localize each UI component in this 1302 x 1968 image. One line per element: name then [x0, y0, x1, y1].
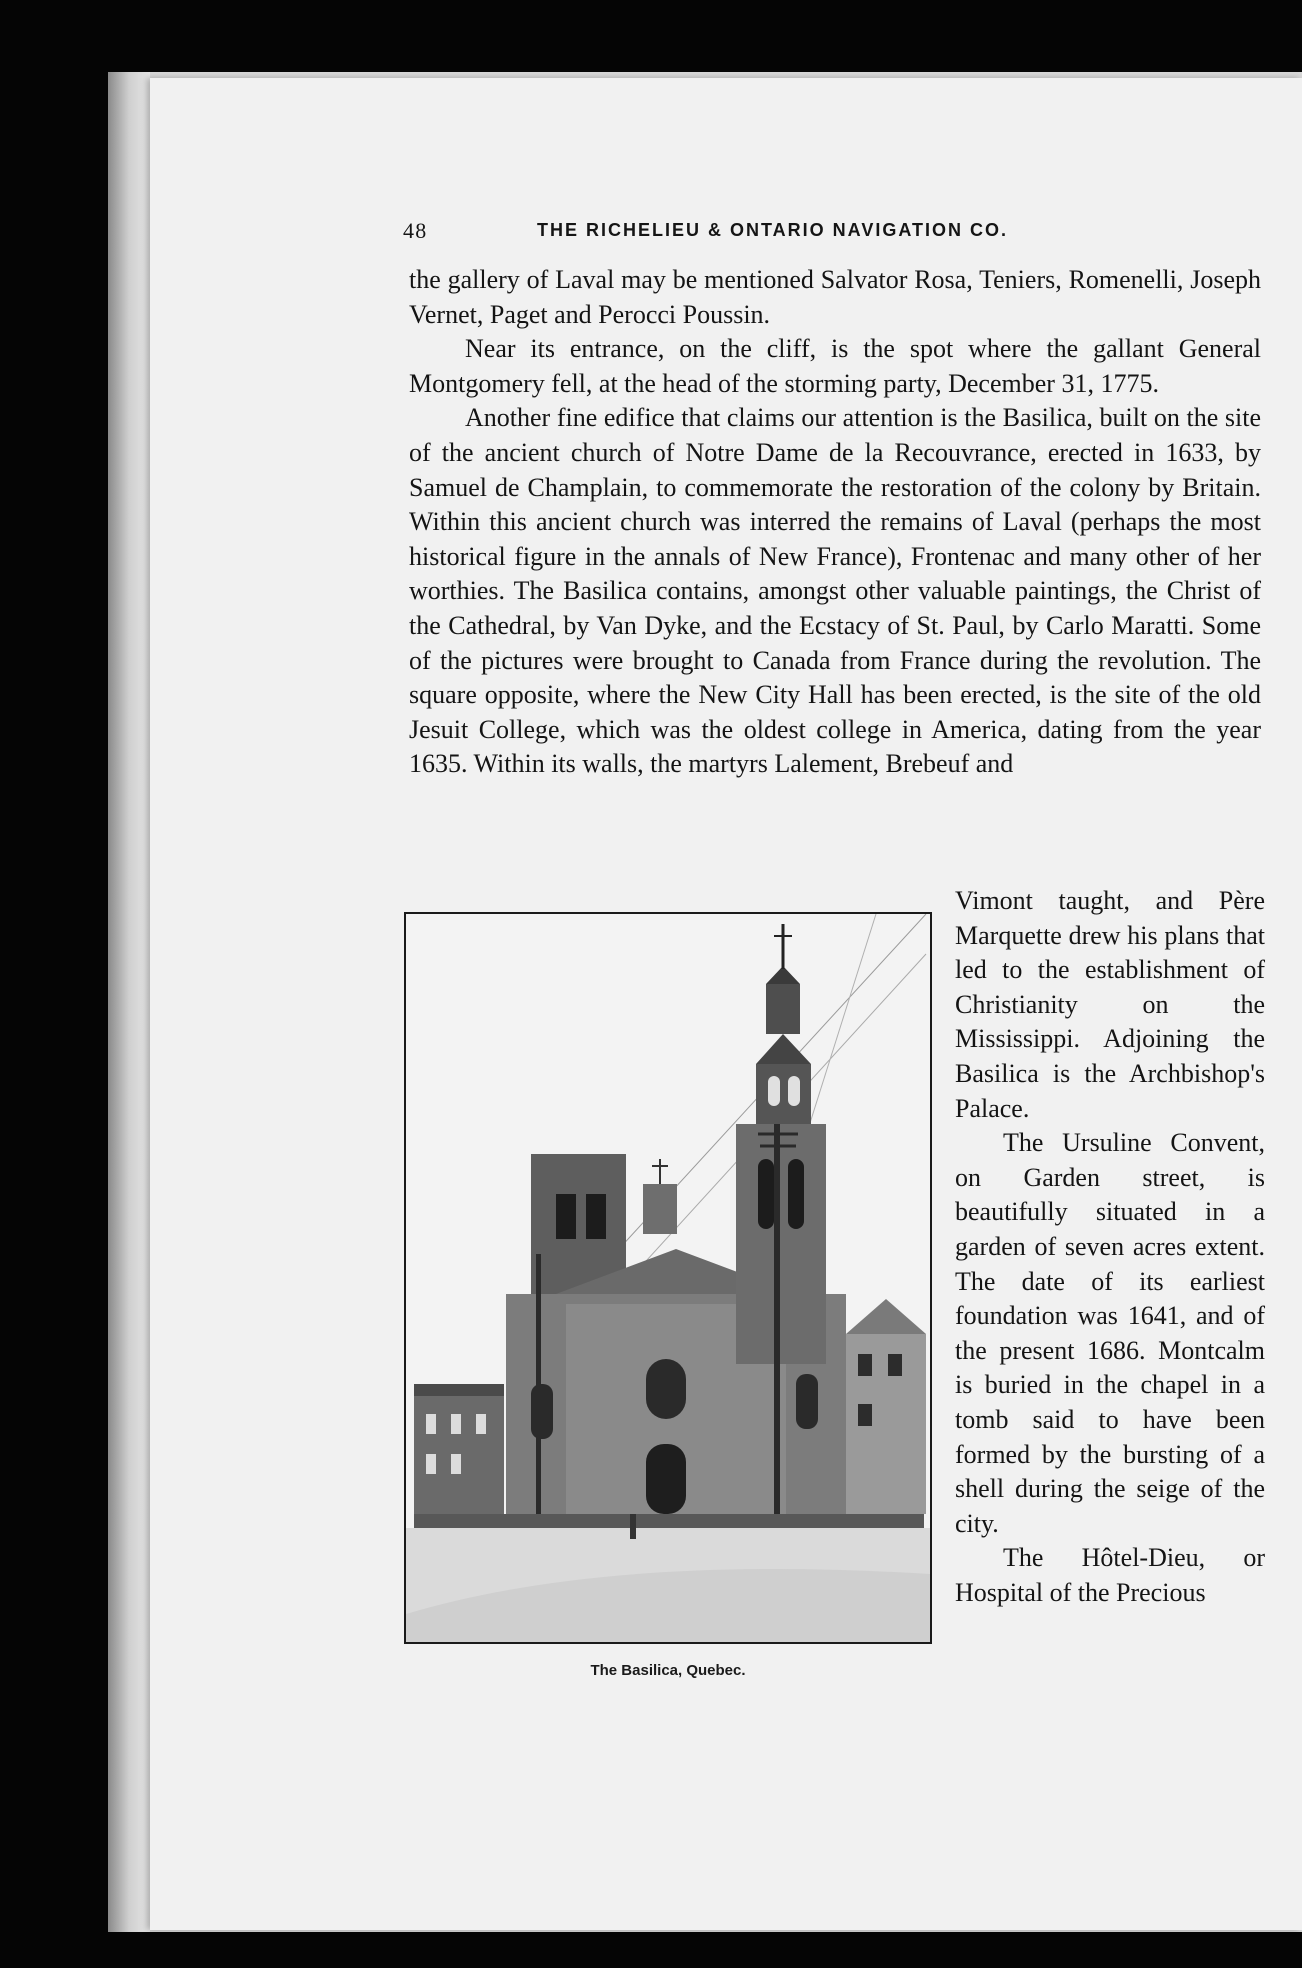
page-number: 48 — [403, 218, 428, 243]
paragraph: The Ursuline Convent, on Garden street, is beautifully situated in a garden of seven acres extent. The date of its earliest foundation was 1641, and of the present 1686. Montcalm is buried in the chapel in a tomb said to have been formed by the bursting of a shell during the seige of the city. — [955, 1128, 1265, 1538]
basilica-photograph — [404, 912, 932, 1644]
paragraph: The Hôtel-Dieu, or Hospital of the Precious — [955, 1543, 1265, 1607]
body-text-side-column — [955, 884, 1265, 1610]
paragraph: Another fine edifice that claims our attention is the Basilica, built on the site of the ancient church of Notre Dame de la Recouvrance, erected in 1633, by Samuel de Champlain, to commemorate the restoration of the colony by Britain. Within this ancient church was interred the remains of Laval (perhaps the most historical figure in the annals of New France), Frontenac and many other of her worthies. The Basilica contains, amongst other valuable paintings, the Christ of the Cathedral, by Van Dyke, and the Ecstacy of St. Paul, by Carlo Maratti. Some of the pictures were brought to Canada from France during the revolution. The square opposite, where the New City Hall has been erected, is the site of the old Jesuit College, which was the oldest college in America, dating from the year 1635. Within its walls, the martyrs Lalement, Brebeuf and — [409, 403, 1261, 779]
paragraph: Vimont taught, and Père Marquette drew his plans that led to the establishment of Christianity on the Mississippi. Adjoining the Basilica is the Archbishop's Palace. — [955, 886, 1265, 1123]
figure-caption: The Basilica, Quebec. — [590, 1662, 746, 1679]
paragraph: Near its entrance, on the cliff, is the spot where the gallant General Montgomery fell, at the head of the storming party, December 31, 1775. — [409, 334, 1261, 398]
body-text-full-width — [409, 263, 1261, 782]
running-head — [403, 218, 1123, 248]
running-title: THE RICHELIEU & ONTARIO NAVIGATION CO. — [537, 220, 1008, 240]
binding-shadow — [108, 72, 150, 1932]
basilica-illustration — [406, 914, 930, 1642]
paragraph: the gallery of Laval may be mentioned Salvator Rosa, Teniers, Romenelli, Joseph Vernet, Paget and Perocci Poussin. — [409, 265, 1261, 329]
